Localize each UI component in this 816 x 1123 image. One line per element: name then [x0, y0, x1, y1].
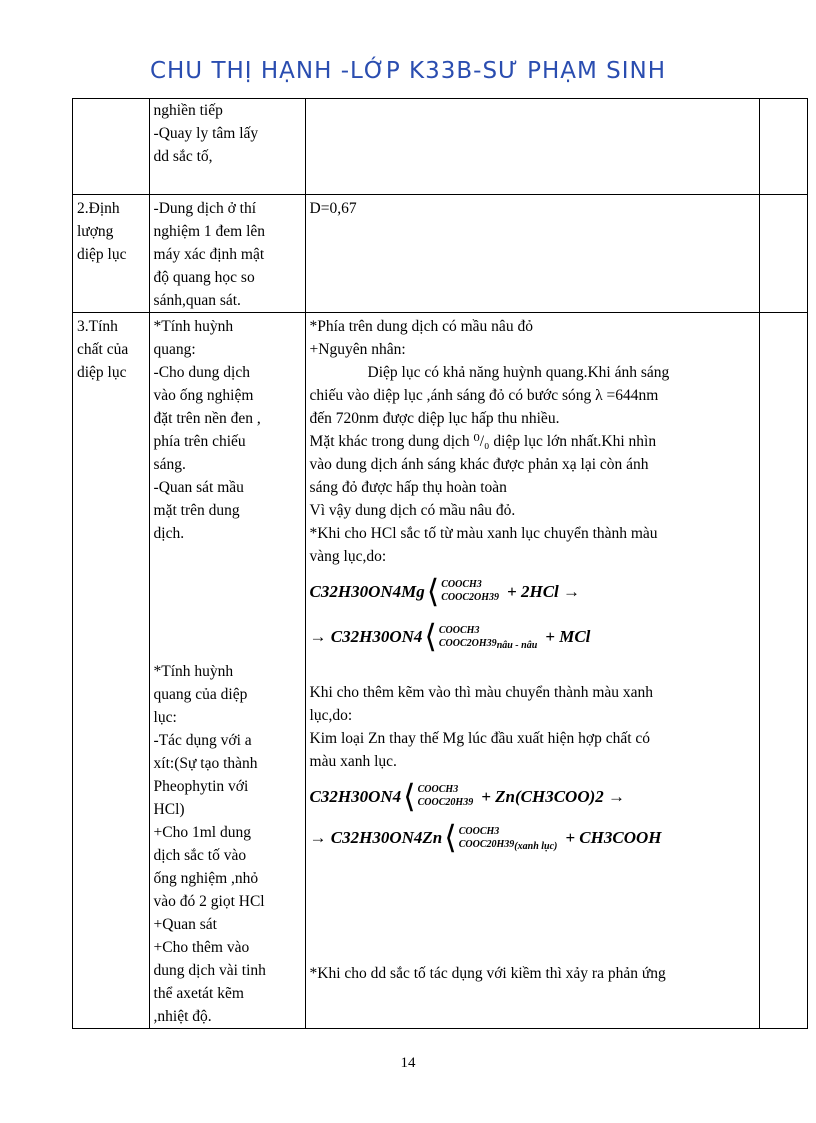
- formula-branches: [441, 578, 499, 604]
- text-line: D=0,67: [309, 200, 357, 217]
- branch-top: COOCH3: [441, 579, 482, 590]
- formula-left: C32H30ON4: [309, 786, 402, 806]
- text-line: lượng: [77, 223, 114, 240]
- branch-top: COOCH3: [438, 624, 480, 636]
- equation-2: [310, 616, 756, 657]
- text-line: +Cho 1ml dung: [153, 824, 251, 841]
- branch-bottom: COOC20H39: [417, 797, 474, 808]
- text-line: đặt trên nền đen ,: [153, 410, 261, 427]
- method-block-acid: [154, 660, 301, 1028]
- text-line: vào dung dịch ánh sáng khác được phản xạ lại còn ánh: [309, 456, 649, 473]
- text-line: -Quan sát mầu: [153, 479, 244, 496]
- result-cell: [305, 313, 760, 1029]
- text-line: sánh,quan sát.: [153, 292, 241, 309]
- method-cell: [149, 195, 305, 313]
- text-line: dịch sắc tố vào: [153, 847, 247, 864]
- branch-top: COOCH3: [417, 784, 459, 795]
- text-line: mặt trên dung: [153, 502, 240, 519]
- text-line: 2.Định: [77, 200, 120, 217]
- formula-left: → C32H30ON4Zn: [309, 828, 443, 847]
- formula-right: + 2HCl →: [507, 581, 581, 601]
- section-title-cell: [73, 313, 150, 1029]
- text-line: +Cho thêm vào: [153, 939, 250, 956]
- text-line: dd sắc tố,: [153, 148, 213, 165]
- text-line: xít:(Sự tạo thành: [153, 755, 258, 772]
- text-line: vào ống nghiệm: [153, 387, 254, 404]
- formula-branches: [439, 624, 497, 650]
- text-line: -Cho dung dịch: [153, 364, 250, 381]
- page-number: 14: [400, 1055, 416, 1071]
- table-cell: [760, 313, 808, 1029]
- section-title-cell: [73, 195, 150, 313]
- text-line: *Tính huỳnh: [153, 663, 234, 680]
- text-line: Kim loại Zn thay thế Mg lúc đầu xuất hiện hợp chất có: [309, 730, 651, 747]
- text-line: Khi cho thêm kẽm vào thì màu chuyển thành màu xanh: [309, 684, 654, 701]
- brace-glyph: ⟨: [403, 777, 416, 814]
- text-line: máy xác định mật: [153, 246, 265, 263]
- text-line: Diệp lục có khả năng huỳnh quang.Khi ánh sáng: [367, 364, 670, 381]
- text-line: -Dung dịch ở thí: [153, 200, 257, 217]
- brace-glyph: ⟨: [424, 618, 437, 654]
- text-line: Vì vậy dung dịch có mầu nâu đỏ.: [309, 502, 516, 519]
- text-line: ,nhiệt độ.: [153, 1008, 212, 1025]
- text-line: vàng lục,do:: [309, 548, 387, 565]
- formula-left: → C32H30ON4: [309, 627, 423, 646]
- text-line: 3.Tính: [77, 318, 118, 335]
- text-line: -Tác dụng với a: [153, 732, 252, 749]
- equation-1: [309, 572, 756, 609]
- text-line: đến 720nm được diệp lục hấp thu nhiều.: [309, 410, 560, 427]
- table-cell: [760, 195, 808, 313]
- formula-branches: [418, 783, 474, 809]
- text-line: sáng.: [153, 456, 186, 473]
- text-line: -Quay ly tâm lấy: [153, 125, 259, 142]
- text-line: chiếu vào diệp lục ,ánh sáng đỏ có bước sóng λ =644nm: [309, 387, 659, 404]
- table-row: [73, 313, 808, 1029]
- text-line: nghiền tiếp: [153, 102, 223, 119]
- branch-bottom: COOC2OH39: [441, 592, 500, 603]
- text-line: thể axetát kẽm: [153, 985, 244, 1002]
- text-line: quang:: [153, 341, 196, 358]
- formula-right: + CH3COOH: [565, 828, 662, 847]
- branch-top: COOCH3: [458, 825, 500, 837]
- result-cell: [305, 99, 760, 195]
- text-line: nghiệm 1 đem lên: [153, 223, 266, 240]
- text-line: diệp lục: [77, 364, 127, 381]
- text-line: quang của diệp: [153, 686, 248, 703]
- text-line: +Quan sát: [153, 916, 217, 933]
- text-line: chất của: [77, 341, 129, 358]
- formula-right: + MCl: [545, 627, 591, 646]
- text-line: lục:: [153, 709, 177, 726]
- text-line: màu xanh lục.: [309, 753, 397, 770]
- table-cell: [760, 99, 808, 195]
- text-line: +Nguyên nhân:: [309, 341, 406, 358]
- brace-glyph: ⟨: [426, 572, 440, 609]
- text-line: sáng đỏ được hấp thụ hoàn toàn: [309, 479, 507, 496]
- method-block-fluorescence: [154, 315, 301, 545]
- text-line: Mặt khác trong dung dịch ⁰/₀ diệp lục lớn nhất.Khi nhìn: [309, 433, 657, 450]
- text-line: ống nghiệm ,nhỏ: [153, 870, 259, 887]
- equation-3: [309, 777, 756, 814]
- text-line: *Khi cho dd sắc tố tác dụng với kiềm thì xảy ra phản ứng: [309, 965, 666, 982]
- branch-bottom: COOC20H39: [458, 838, 515, 850]
- text-line: dịch.: [153, 525, 185, 542]
- page-header: CHU THỊ HẠNH -LỚP K33B-SƯ PHẠM SINH: [149, 58, 667, 84]
- text-line: lục,do:: [309, 707, 353, 724]
- text-line: dung dịch vài tinh: [153, 962, 266, 979]
- equation-4: [310, 817, 756, 858]
- text-line: Pheophytin với: [153, 778, 249, 795]
- method-cell: [149, 313, 305, 1029]
- text-line: vào đó 2 giọt HCl: [153, 893, 265, 910]
- text-line: diệp lục: [77, 246, 127, 263]
- table-row: [73, 99, 808, 195]
- text-line: độ quang học so: [153, 269, 255, 286]
- text-line: *Tính huỳnh: [153, 318, 234, 335]
- text-line: *Khi cho HCl sắc tố từ màu xanh lục chuyển thành màu: [309, 525, 658, 542]
- formula-branches: [459, 825, 515, 851]
- experiment-table: [72, 98, 808, 1029]
- result-cell: [305, 195, 760, 313]
- text-line: phía trên chiếu: [153, 433, 246, 450]
- brace-glyph: ⟨: [444, 819, 457, 855]
- text-line: *Phía trên dung dịch có mầu nâu đỏ: [309, 318, 533, 335]
- explanation-block: [310, 384, 756, 568]
- formula-note: nâu - nâu: [496, 640, 538, 651]
- table-row: [73, 195, 808, 313]
- branch-bottom: COOC2OH39: [438, 637, 497, 649]
- method-cell: [149, 99, 305, 195]
- zinc-explanation-block: [310, 681, 756, 773]
- text-line: HCl): [153, 801, 185, 818]
- formula-left: C32H30ON4Mg: [309, 581, 425, 601]
- table-cell: [73, 99, 150, 195]
- formula-note: (xanh lục): [514, 841, 558, 852]
- formula-right: + Zn(CH3COO)2 →: [481, 786, 626, 806]
